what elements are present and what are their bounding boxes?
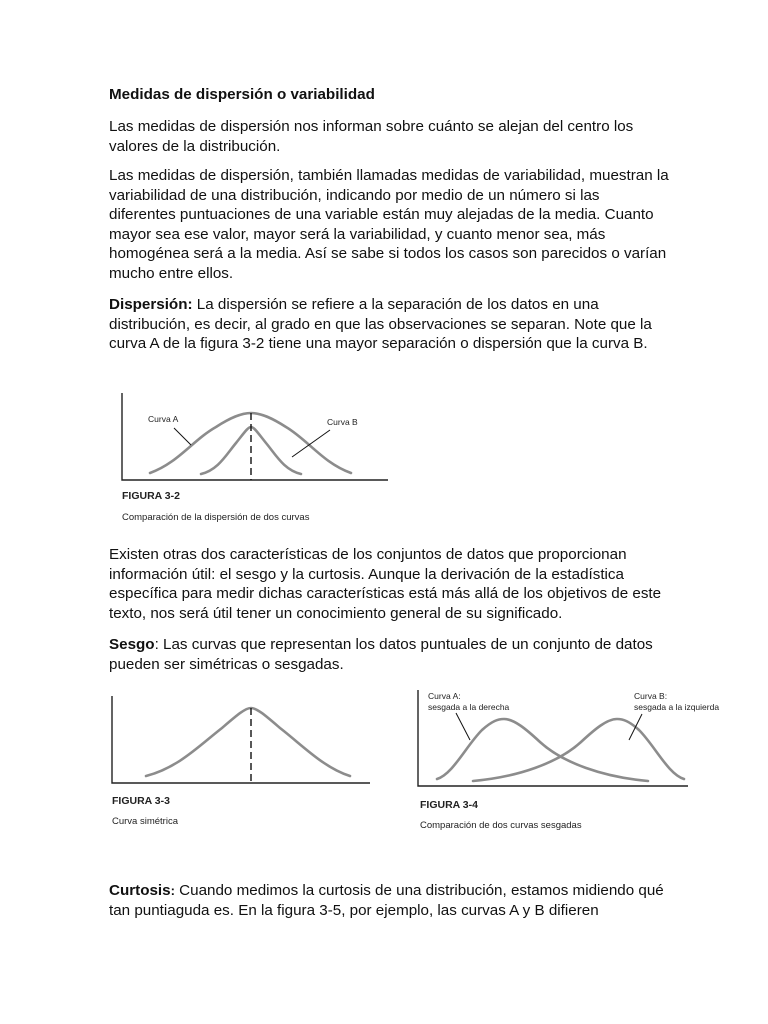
symmetric-curve [146,708,350,776]
paragraph-dispersion [109,295,669,354]
figure-3-4 [408,688,720,838]
section-title-text: Medidas de dispersión o variabilidad [109,86,375,103]
figure-3-3-axes [112,696,370,783]
paragraph-variability: Las medidas de dispersión, también llamadas medidas de variabilidad, muestran la variabilidad de una distribución, indicando por medio de un número si las diferentes puntuaciones de una variable están muy alejadas de la media. Cuanto mayor sea ese valor, mayor será la variabilidad, y cuanto menor sea, más homogénea será a la media. Así se sabe si todos los casos son parecidos o varían mucho entre ellos. [109,167,669,282]
kurtosis-text: Cuando medimos la curtosis de una distribución, estamos midiendo qué tan puntiaguda es. En la figura 3-5, por ejemplo, las curvas A y B difieren [109,882,664,919]
curve-a-skew-label: Curva A: [428,691,461,701]
figure-3-3-title: FIGURA 3-3 [112,795,170,807]
curve-a-skew-desc: sesgada a la derecha [428,702,510,712]
figure-3-2-caption: Comparación de la dispersión de dos curvas [122,512,310,523]
figure-3-2-title: FIGURA 3-2 [122,490,180,502]
paragraph-skew [109,635,669,674]
kurtosis-colon: : [170,883,175,898]
paragraph-kurtosis [109,881,669,920]
curve-a-skew-leader [456,713,470,740]
figure-3-2 [108,385,398,525]
skewed-left-curve [473,719,684,781]
paragraph-skew-kurtosis: Existen otras dos características de los conjuntos de datos que proporcionan información útil: el sesgo y la curtosis. Aunque la derivación de la estadística específica para medir dichas características está más allá de los objetivos de este texto, nos será útil tener un conocimiento general de su significado. [109,546,662,622]
figure-3-4-title: FIGURA 3-4 [420,799,478,811]
kurtosis-term: Curtosis [109,882,171,899]
curve-b-skew-label: Curva B: [634,691,668,701]
figure-3-3-caption: Curva simétrica [112,816,178,827]
figure-3-4-caption: Comparación de dos curvas sesgadas [420,820,582,831]
skew-text: : Las curvas que representan los datos puntuales de un conjunto de datos pueden ser simétricas o sesgadas. [109,636,653,673]
skew-term: Sesgo [109,636,155,653]
curve-b-skew-leader [629,714,642,740]
figure-3-3 [100,688,380,833]
skewed-right-curve [437,719,648,781]
curve-b-label: Curva B [327,417,358,427]
curve-a-leader [174,428,191,445]
section-title [109,85,669,105]
dispersion-term: Dispersión: [109,296,193,313]
curve-b-skew-desc: sesgada a la izquierda [634,702,720,712]
paragraph-intro: Las medidas de dispersión nos informan sobre cuánto se alejan del centro los valores de la distribución. [109,118,634,155]
curve-a-label: Curva A [148,414,179,424]
dispersion-text: La dispersión se refiere a la separación de los datos en una distribución, es decir, al grado en que las observaciones se separan. Note que la curva A de la figura 3-2 tiene una mayor separación o dispersión que la curva B. [109,296,652,353]
